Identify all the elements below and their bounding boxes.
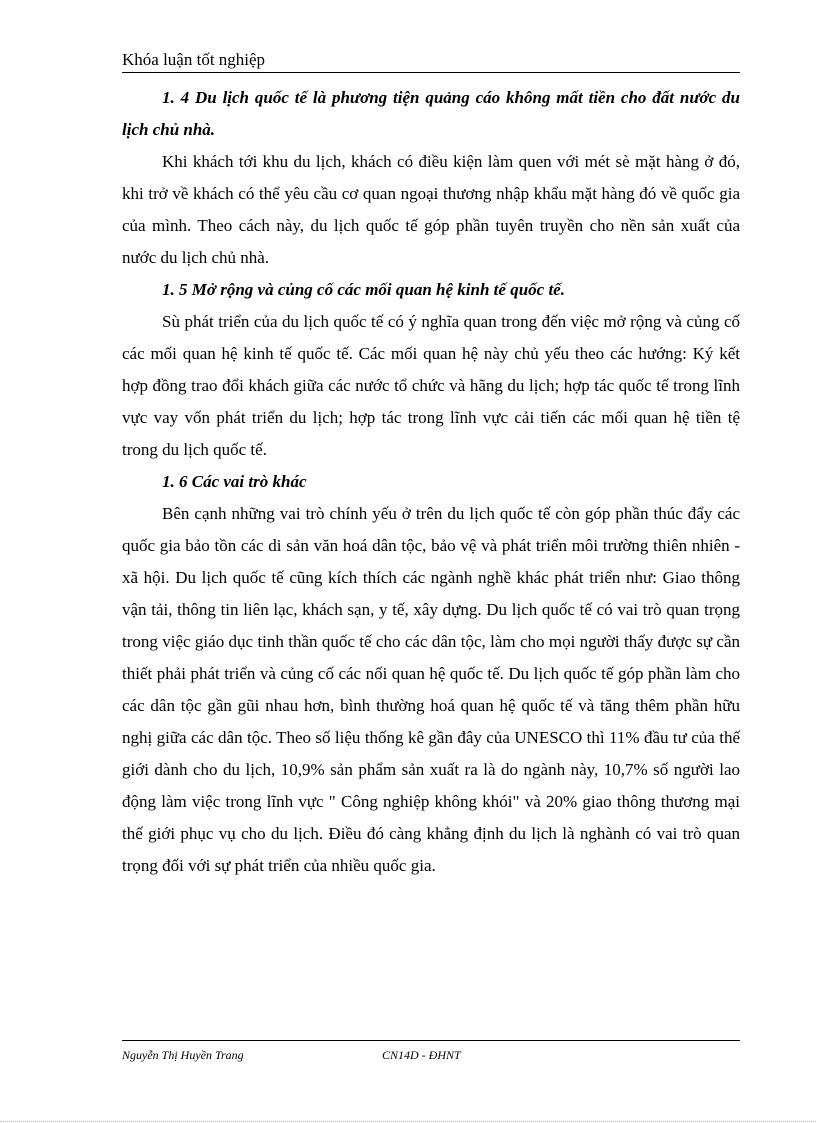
section-paragraph: Sù phát triển của du lịch quốc tế có ý nghĩa quan trong đến việc mở rộng và củng cố các mối quan hệ kinh tế quốc tế. Các mối quan hệ này chủ yếu theo các hướng: Ký kết hợp đồng trao đổi khách giữa các nước tổ chức và hãng du lịch; hợp tác quốc tế trong lĩnh vực vay vốn phát triển du lịch; hợp tác trong lĩnh vực cải tiến các mối quan hệ tiền tệ trong du lịch quốc tế.: [122, 312, 740, 459]
page-bottom-edge: [0, 1121, 816, 1122]
section-paragraph: Bên cạnh những vai trò chính yếu ở trên du lịch quốc tế còn góp phần thúc đẩy các quốc gia bảo tồn các di sản văn hoá dân tộc, bảo vệ và phát triển môi trường thiên nhiên - xã hội. Du lịch quốc tế cũng kích thích các ngành nghề khác phát triển như: Giao thông vận tải, thông tin liên lạc, khách sạn, y tế, xây dựng. Du lịch quốc tế có vai trò quan trọng trong việc giáo dục tinh thần quốc tế cho các dân tộc, làm cho mọi người thấy được sự cần thiết phải phát triển và củng cố các nối quan hệ quốc tế. Du lịch quốc tế góp phần làm cho các dân tộc gần gũi nhau hơn, bình thường hoá quan hệ quốc tế và tăng thêm phần hữu nghị giữa các dân tộc. Theo số liệu thống kê gần đây của UNESCO thì 11% đầu tư của thế giới dành cho du lịch, 10,9% sản phẩm sản xuất ra là do ngành này, 10,7% số người lao động làm việc trong lĩnh vực " Công nghiệp không khói" và 20% giao thông thương mại thế giới phục vụ cho du lịch. Điều đó càng khẳng định du lịch là nghành có vai trò quan trọng đối với sự phát triển của nhiều quốc gia.: [122, 504, 740, 875]
footer-class-code: CN14D - ĐHNT: [382, 1048, 461, 1062]
footer-divider: [122, 1040, 740, 1041]
page-body: [122, 82, 740, 882]
header-title: Khóa luận tốt nghiệp: [122, 50, 266, 69]
section-heading: 1. 5 Mở rộng và củng cố các mối quan hệ kinh tế quốc tế.: [162, 280, 565, 299]
section-heading: 1. 4 Du lịch quốc tế là phương tiện quảng cáo không mất tiền cho đất nước du lịch chủ nhà.: [122, 88, 740, 139]
section-paragraph: Khi khách tới khu du lịch, khách có điều kiện làm quen với mét sè mặt hàng ở đó, khi trở về khách có thể yêu cầu cơ quan ngoại thương nhập khẩu mặt hàng đó về quốc gia của mình. Theo cách này, du lịch quốc tế góp phần tuyên truyền cho nền sản xuất của nước du lịch chủ nhà.: [122, 152, 740, 267]
page-header: [122, 46, 740, 73]
footer-author: Nguyễn Thị Huyền Trang: [122, 1048, 244, 1062]
section-heading: 1. 6 Các vai trò khác: [162, 472, 307, 491]
